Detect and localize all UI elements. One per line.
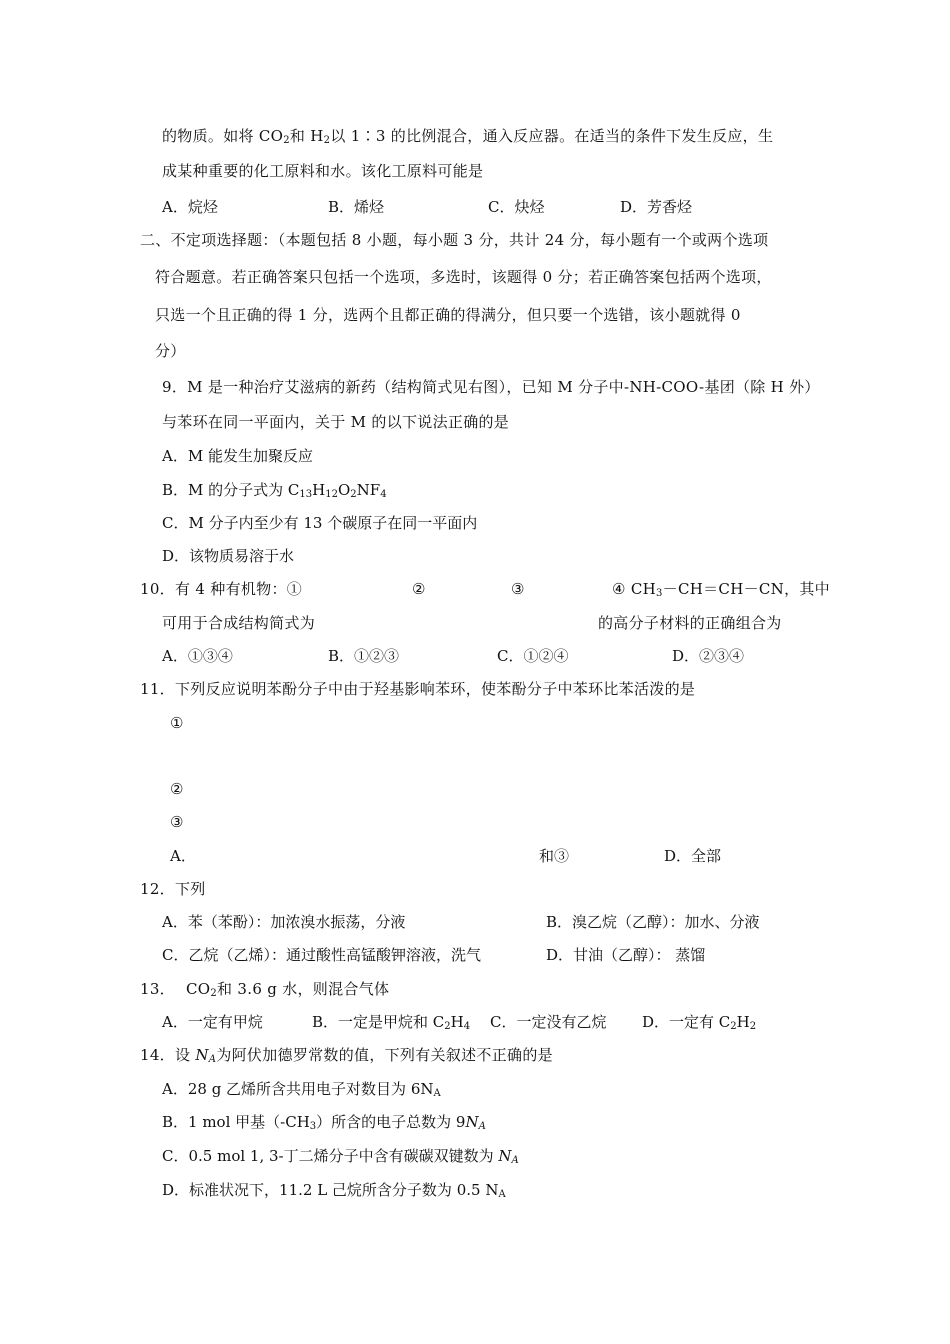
q10-option-b: B．①②③ — [328, 647, 400, 665]
q11-option-d: D．全部 — [664, 847, 722, 865]
q10-stem-line-2b: 的高分子材料的正确组合为 — [598, 614, 782, 632]
q9-option-c: C．M 分子内至少有 13 个碳原子在同一平面内 — [162, 514, 478, 532]
q11-marker-3: ③ — [170, 813, 184, 831]
q11-stem: 11．下列反应说明苯酚分子中由于羟基影响苯环，使苯酚分子中苯环比苯活泼的是 — [140, 680, 696, 698]
q11-option-a: A． — [170, 847, 196, 865]
q12-option-c: C．乙烷（乙烯）：通过酸性高锰酸钾溶液，洗气 — [162, 946, 481, 964]
q10-option-d: D．②③④ — [672, 647, 745, 665]
q10-stem-part-2: ② — [412, 580, 426, 598]
q14-option-d: D．标准状况下，11.2 L 己烷所含分子数为 0.5 $N_A$ — [162, 1181, 506, 1200]
section2-line-1: 二、不定项选择题：（本题包括 8 小题，每小题 3 分，共计 24 分，每小题有一个或两个选项 — [140, 231, 769, 249]
q12-option-d: D．甘油（乙醇）： 蒸馏 — [546, 946, 706, 964]
q8-line-1: 的物质。如将 $CO_2$和 $H_2$以 1∶3 的比例混合，通入反应器。在适当的条件下发生反应，生 — [162, 127, 774, 146]
section2-line-4: 分） — [155, 342, 186, 360]
q10-stem-line-2a: 可用于合成结构简式为 — [162, 614, 316, 632]
q14-option-b: B．1 mol 甲基$(-CH_3)$所含的电子总数为 $9N_A$ — [162, 1113, 486, 1132]
q13-option-c: C．一定没有乙烷 — [490, 1013, 607, 1031]
q10-stem-part-4: ④ $CH_3-CH=CH-CN$，其中 — [612, 580, 830, 599]
q14-option-a: A．28 g 乙烯所含共用电子对数目为 $6N_A$ — [162, 1080, 441, 1099]
section2-line-3: 只选一个且正确的得 1 分，选两个且都正确的得满分，但只要一个选错，该小题就得 0 — [155, 306, 741, 324]
q10-stem-part-3: ③ — [511, 580, 525, 598]
q11-option-b-tail: 和③ — [539, 847, 570, 865]
q8-option-a: A．烷烃 — [162, 198, 218, 216]
q10-option-c: C．①②④ — [497, 647, 569, 665]
q9-option-b: B．M 的分子式为 $C_{13}H_{12}O_2NF_4$ — [162, 481, 387, 500]
q10-stem-part-1: 10．有 4 种有机物：① — [140, 580, 303, 598]
q9-stem-line-1: 9．M 是一种治疗艾滋病的新药（结构简式见右图），已知 M 分子中-NH-COO-基团（除 H 外） — [162, 378, 820, 396]
q13-number: 13． — [140, 980, 175, 998]
q10-option-a: A．①③④ — [162, 647, 233, 665]
q14-stem: 14．设 $N_A$为阿伏加德罗常数的值，下列有关叙述不正确的是 — [140, 1046, 553, 1065]
section2-line-2: 符合题意。若正确答案只包括一个选项，多选时，该题得 0 分；若正确答案包括两个选项， — [155, 268, 772, 286]
q11-marker-1: ① — [170, 714, 184, 732]
q9-stem-line-2: 与苯环在同一平面内，关于 M 的以下说法正确的是 — [162, 413, 510, 431]
q9-option-d: D．该物质易溶于水 — [162, 547, 295, 565]
q8-option-b: B．烯烃 — [328, 198, 385, 216]
q8-line-2: 成某种重要的化工原料和水。该化工原料可能是 — [162, 162, 484, 180]
q13-option-a: A．一定有甲烷 — [162, 1013, 263, 1031]
q9-option-a: A．M 能发生加聚反应 — [162, 447, 313, 465]
q8-option-d: D．芳香烃 — [620, 198, 693, 216]
q8-option-c: C．炔烃 — [488, 198, 545, 216]
q11-marker-2: ② — [170, 780, 184, 798]
q13-stem: $CO_2$和 3.6 g 水，则混合气体 — [186, 980, 390, 999]
q14-option-c: C．0.5 mol 1, 3-丁二烯分子中含有碳碳双键数为 $N_A$ — [162, 1147, 519, 1166]
q12-option-a: A．苯（苯酚）：加浓溴水振荡，分液 — [162, 913, 406, 931]
q12-stem: 12．下列 — [140, 880, 206, 898]
q12-option-b: B．溴乙烷（乙醇）：加水、分液 — [546, 913, 760, 931]
q13-option-b: B．一定是甲烷和 $C_2H_4$ — [312, 1013, 471, 1032]
q13-option-d: D．一定有 $C_2H_2$ — [642, 1013, 757, 1032]
